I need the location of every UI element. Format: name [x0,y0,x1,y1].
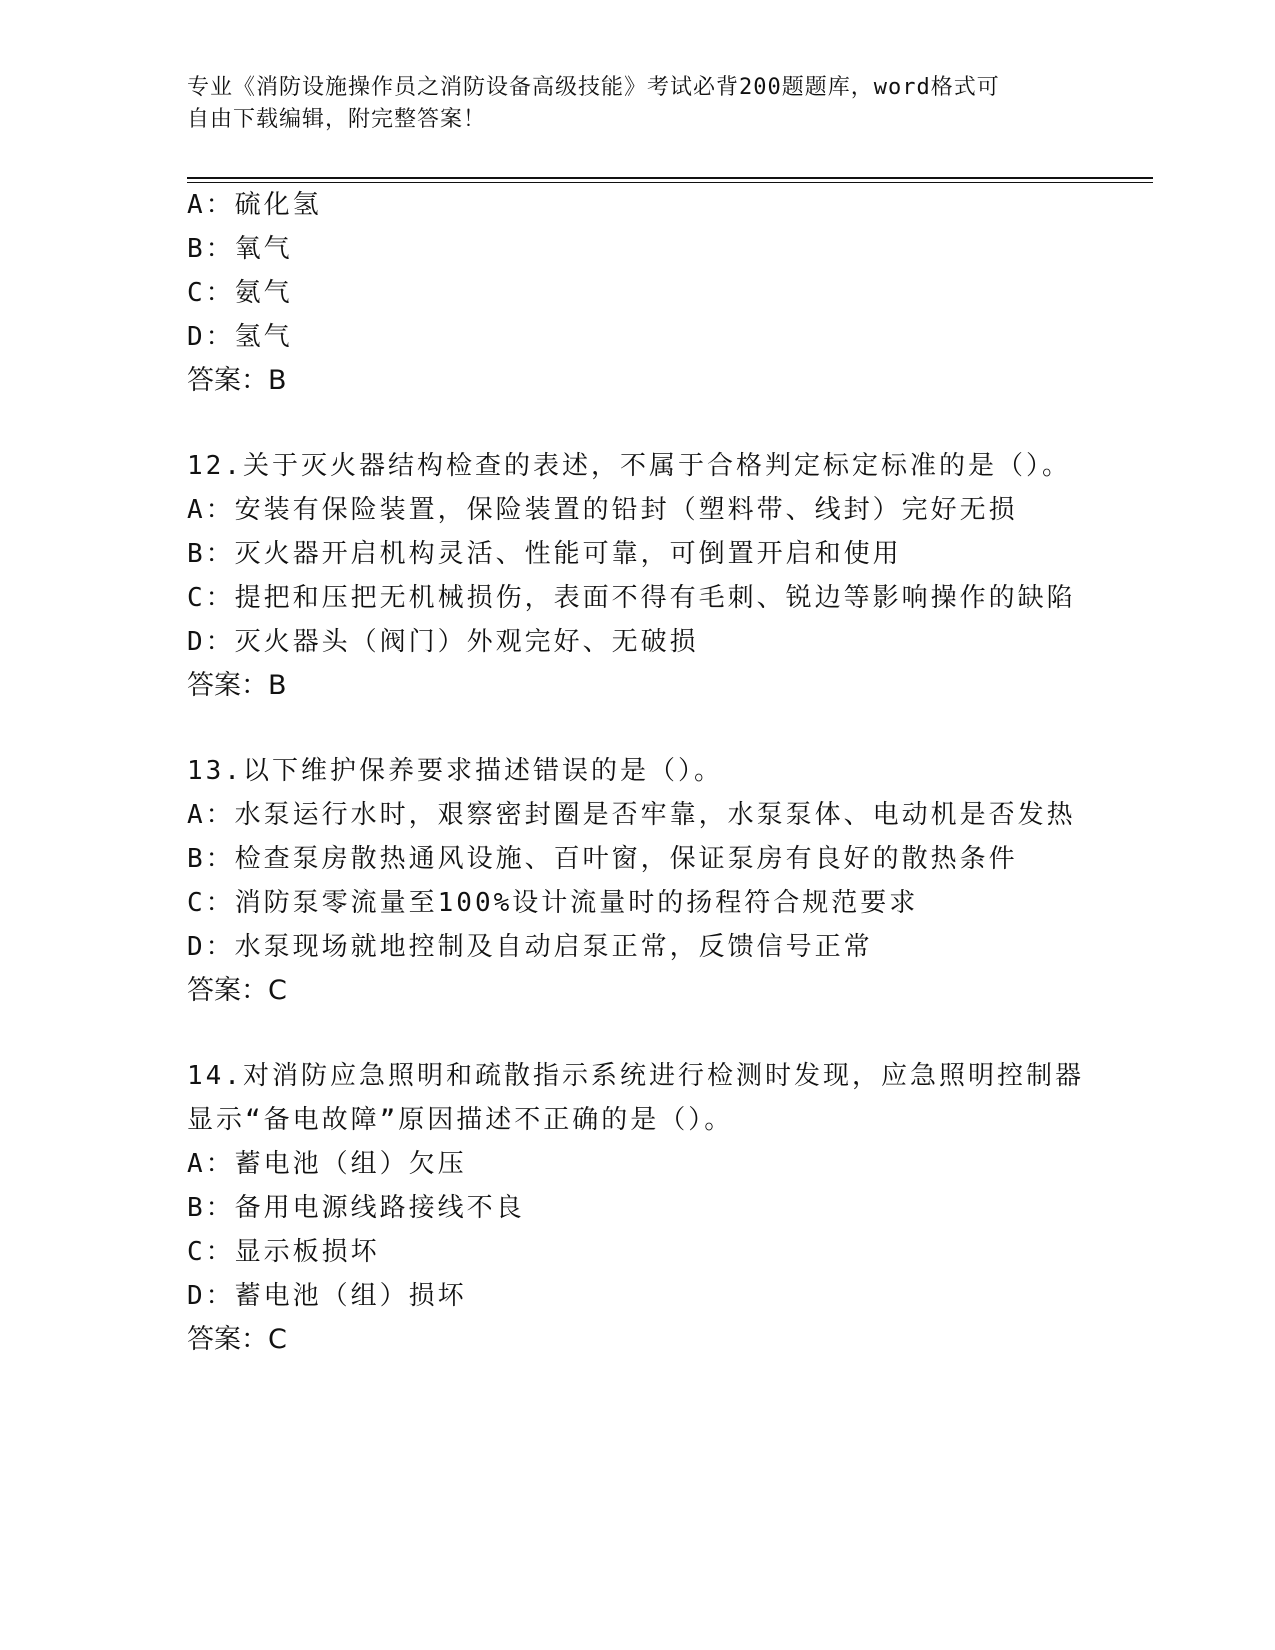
q12-answer: 答案：B [187,670,287,701]
q11-option-c: C：氨气 [187,278,293,308]
q13-option-d: D：水泵现场就地控制及自动启泵正常，反馈信号正常 [187,932,873,962]
q14-option-c: C：显示板损坏 [187,1237,380,1267]
q11-option-d: D：氢气 [187,322,293,352]
q14-stem-line-1: 14.对消防应急照明和疏散指示系统进行检测时发现，应急照明控制器 [187,1061,1084,1091]
page-header [187,72,1067,136]
q14-option-d: D：蓄电池（组）损坏 [187,1281,467,1311]
q12-option-c: C：提把和压把无机械损伤，表面不得有毛刺、锐边等影响操作的缺陷 [187,583,1076,613]
q14-option-b: B：备用电源线路接线不良 [187,1193,525,1223]
header-divider [187,177,1153,179]
q11-answer: 答案：B [187,365,287,396]
q12-option-d: D：灭火器头（阀门）外观完好、无破损 [187,627,699,657]
q13-option-b: B：检查泵房散热通风设施、百叶窗，保证泵房有良好的散热条件 [187,844,1018,874]
q13-option-c: C：消防泵零流量至100%设计流量时的扬程符合规范要求 [187,888,919,918]
header-line-1: 专业《消防设施操作员之消防设备高级技能》考试必背200题题库，word格式可 [187,75,1000,100]
header-divider-thin [187,182,1153,183]
q12-option-a: A：安装有保险装置，保险装置的铅封（塑料带、线封）完好无损 [187,495,1018,525]
q13-option-a: A：水泵运行水时，艰察密封圈是否牢靠，水泵泵体、电动机是否发热 [187,800,1076,830]
q14-answer: 答案：C [187,1324,287,1355]
q12-option-b: B：灭火器开启机构灵活、性能可靠，可倒置开启和使用 [187,539,902,569]
q12-stem: 12.关于灭火器结构检查的表述，不属于合格判定标定标准的是（）。 [187,451,1071,481]
q11-option-a: A：硫化氢 [187,190,322,220]
q11-option-b: B：氧气 [187,234,293,264]
q14-stem-line-2: 显示“备电故障”原因描述不正确的是（）。 [187,1105,734,1135]
q13-stem: 13.以下维护保养要求描述错误的是（）。 [187,756,723,786]
q14-option-a: A：蓄电池（组）欠压 [187,1149,467,1179]
header-line-2: 自由下载编辑，附完整答案！ [187,107,487,132]
q13-answer: 答案：C [187,975,287,1006]
